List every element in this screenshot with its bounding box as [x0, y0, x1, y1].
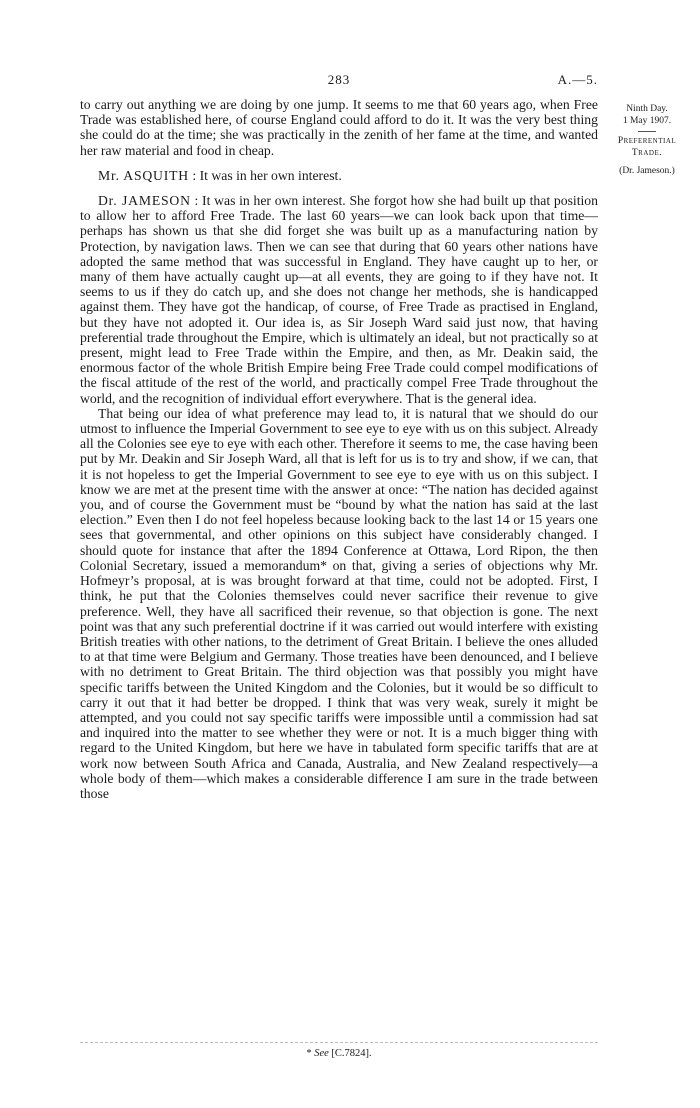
margin-rule	[638, 131, 656, 132]
paragraph-asquith	[80, 168, 598, 183]
paragraph-preference: That being our idea of what preference may lead to, it is natural that we should do our utmost to influence the Imperial Government to see eye to eye with us on this subject. Already all the Colonies see eye to eye with each other. Therefore it seems to me, the case having been put by Mr. Deakin and Sir Joseph Ward, all that is left for us is to try and show, if we can, that it is not hopeless to get the Imperial Government to see eye to eye with us on this subject. I know we are met at the present time with the answer at once: “The nation has decided against you, and of course the Government must be “bound by what the nation has said at the last election.” Even then I do not feel hopeless because looking back to the last 14 or 15 years one sees that governmental, and other opinions on this subject have considerably changed. I should quote for instance that after the 1894 Conference at Ottawa, Lord Ripon, the then Colonial Secretary, issued a memorandum* on that, giving a series of objections why Mr. Hofmeyr’s proposal, at is was brought forward at that time, could not be adopted. First, I think, he put that the Colonies themselves could never sacrifice their revenue to give preference. Well, they have all sacrificed their revenue, so that objection is gone. The next point was that any such preferential doctrine if it was carried out would interfere with existing British treaties with other nations, to the detriment of Great Britain. I believe the ones alluded to at that time were Belgium and Germany. Those treaties have been denounced, and I believe with no detriment to Great Britain. The third objection was that possibly you might have specific tariffs between the United Kingdom and the Colonies, but it would be so difficult to carry it out that it had better be dropped. I think that was very weak, surely it might be attempted, and you could not say specific tariffs were impossible until a commission had sat and inquired into the matter to see whether they were or not. It is a much bigger thing with regard to the United Kingdom, but here we have in tabulated form specific tariffs that are at work now between South Africa and Canada, Australia, and New Zealand respectively—a whole body of them—which makes a considerable difference I am sure in the trade between those	[80, 405, 598, 801]
footnote-divider	[80, 1042, 598, 1043]
margin-notes	[606, 103, 688, 177]
speech-text: : It was in her own interest.	[192, 167, 342, 183]
margin-date: 1 May 1907.	[622, 116, 672, 126]
margin-day: Ninth Day.	[626, 104, 668, 114]
body-text	[80, 97, 598, 801]
speaker-name: Mr. ASQUITH	[98, 167, 189, 183]
footnote-see: See	[314, 1048, 329, 1059]
paragraph-continuation: to carry out anything we are doing by one jump. It seems to me that 60 years ago, when Free Trade was established here, of course England could afford to do it. It was the very best thing she could do at the time; she was practically in the zenith of her fame at the time, and wanted her raw material and food in cheap.	[80, 97, 598, 158]
margin-subject: Preferential	[617, 136, 677, 146]
speaker-name: Dr. JAMESON	[98, 193, 191, 209]
paragraph-jameson	[80, 193, 598, 406]
footnote-reference: [C.7824].	[331, 1048, 372, 1059]
footnote-marker: *	[306, 1048, 315, 1059]
page-number: 283	[327, 72, 351, 87]
footnote	[80, 1048, 598, 1059]
margin-speaker: (Dr. Jameson.)	[619, 166, 675, 176]
margin-subject-cont: Trade.	[631, 148, 663, 158]
speech-text: : It was in her own interest. She forgot how she had built up that position to allow her to afford Free Trade. The last 60 years—we can look back upon that time—perhaps has shown us that she did forget she was built up as a manufacturing nation by Protection, by navigation laws. Then we can see that during that 60 years other nations have adopted the same method that was successful in England. They have caught up to her, or many of them have actually caught up—at all events, they are going to if they have not. It seems to us if they do catch up, and she does not change her methods, she is handicapped against them. They have got the handicap, of course, of Free Trade as practised in England, but they have not adopted it. Our idea is, as Sir Joseph Ward said just now, that having preferential trade throughout the Empire, which is ultimately an ideal, but not practically so at present, might lead to Free Trade within the Empire, and then, as Mr. Deakin said, the enormous factor of the whole British Empire being Free Trade could compel modifications of the fiscal attitude of the rest of the world, and practically compel Free Trade throughout the world, and the recognition of individual effort everywhere. That is the general idea.	[80, 193, 598, 406]
page-header	[80, 72, 598, 90]
paper-reference: A.—5.	[557, 72, 598, 87]
